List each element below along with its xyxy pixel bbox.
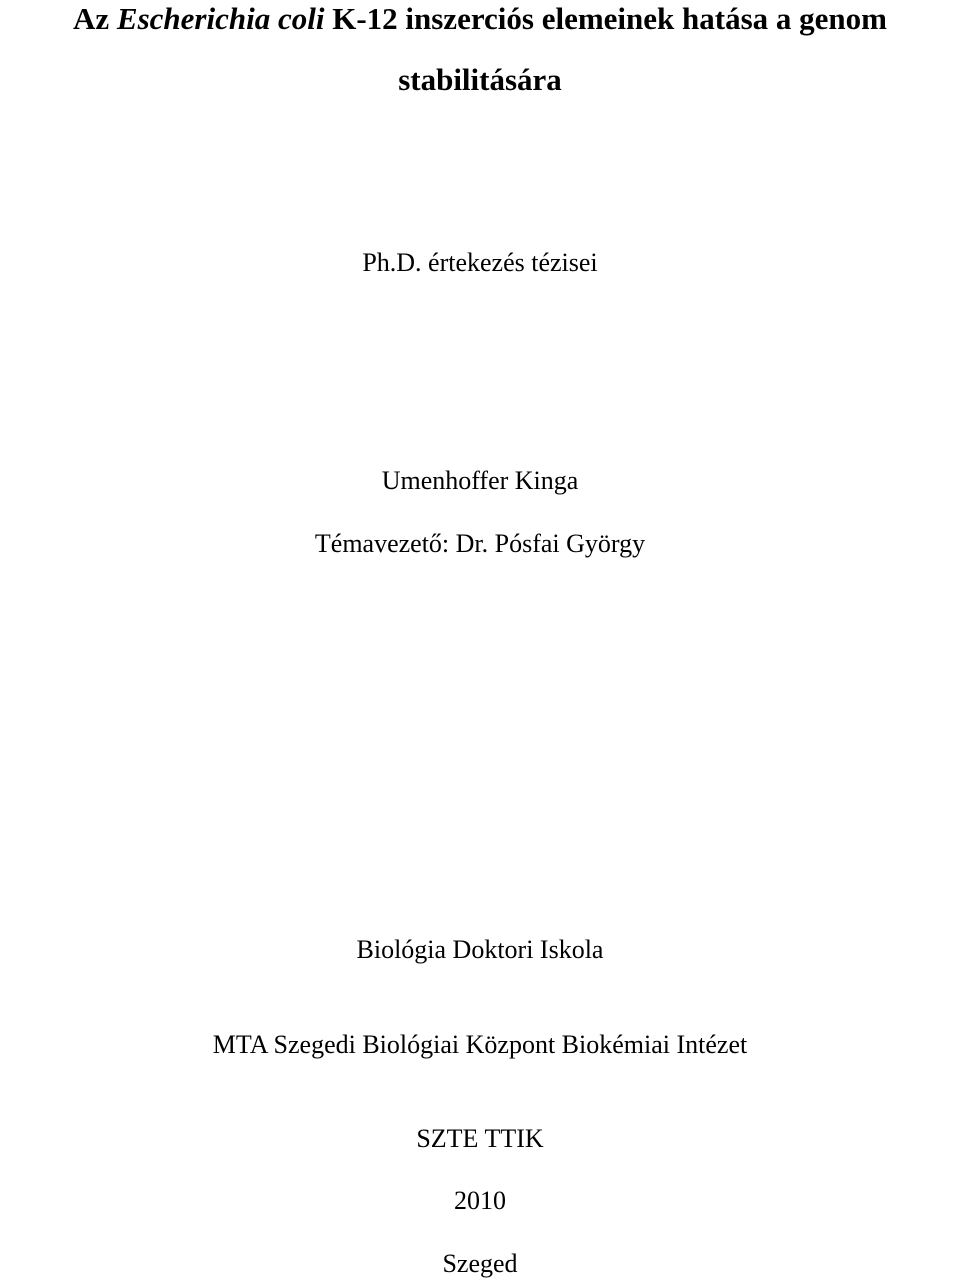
author-name: Umenhoffer Kinga <box>381 466 579 495</box>
thesis-title-line-1 <box>0 3 960 34</box>
title-prefix: Az <box>73 1 117 36</box>
publication-city: Szeged <box>442 1249 518 1278</box>
doctoral-school: Biológia Doktori Iskola <box>356 935 604 964</box>
title-rest: K-12 inszerciós elemeinek hatása a genom <box>324 1 887 36</box>
university-name: SZTE TTIK <box>416 1124 544 1153</box>
supervisor-name: Témavezető: Dr. Pósfai György <box>314 529 646 558</box>
institute-name: MTA Szegedi Biológiai Központ Biokémiai Intézet <box>212 1030 748 1059</box>
publication-year: 2010 <box>454 1186 506 1215</box>
thesis-subtitle: Ph.D. értekezés tézisei <box>362 248 598 277</box>
title-species-name: Escherichia coli <box>116 1 325 36</box>
thesis-title-line-2: stabilitására <box>398 62 562 97</box>
